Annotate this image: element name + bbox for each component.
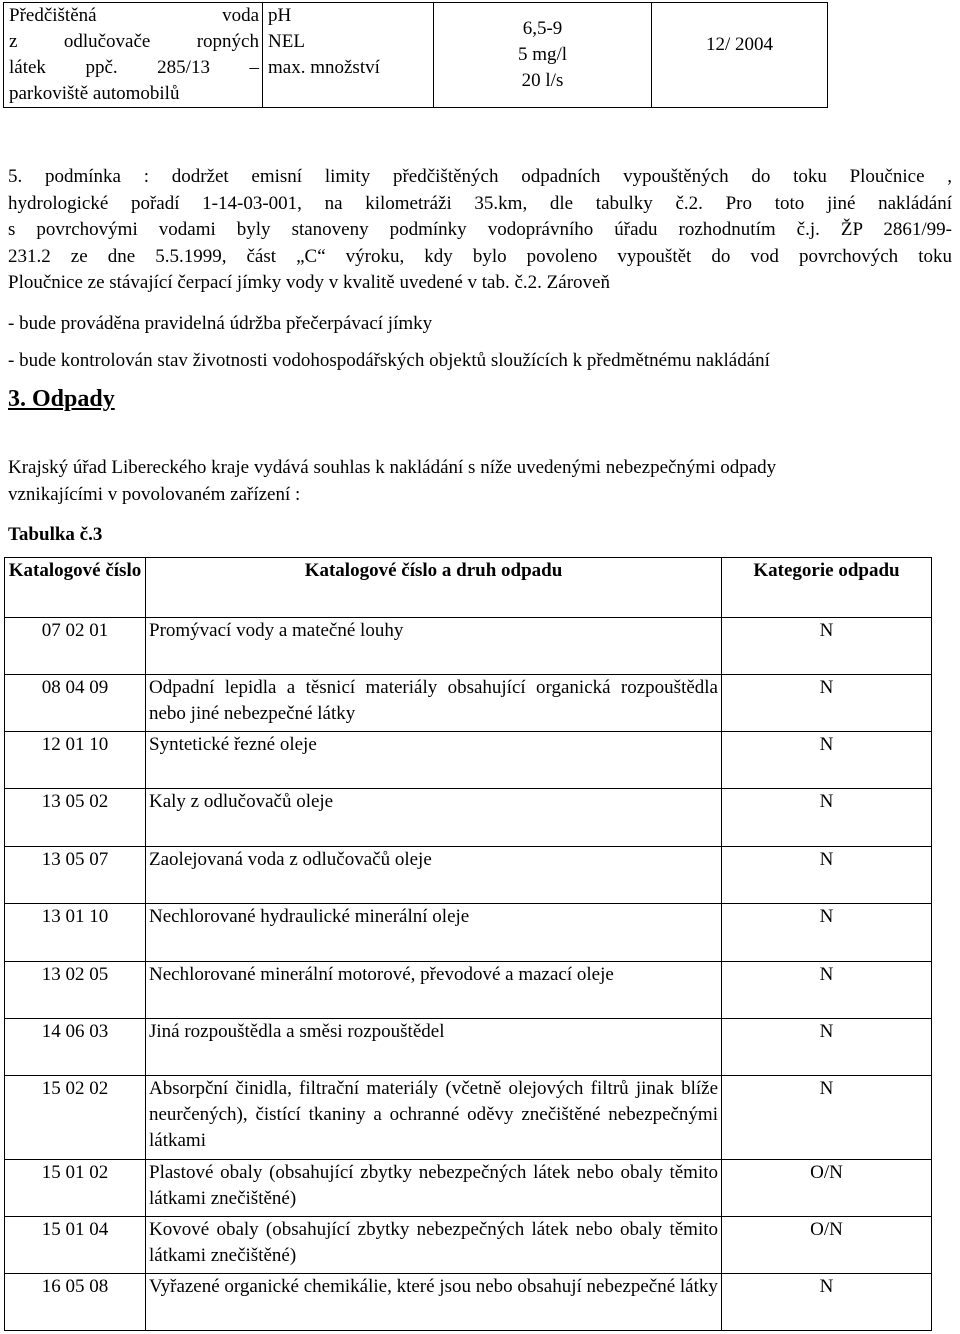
limit-value: 5 mg/l [517,44,568,65]
waste-category: N [722,904,932,962]
discharge-limits-row [4,3,828,108]
source-line: parkoviště automobilů [9,83,180,104]
source-line: látek ppč. 285/13 – [9,57,259,78]
table-header-row [5,558,932,618]
limit-value: 6,5-9 [522,18,563,39]
table-row [5,1217,932,1274]
waste-category: N [722,847,932,904]
source-line: z odlučovače ropných [9,31,259,52]
waste-category: N [722,1274,932,1331]
table-row [5,962,932,1019]
header-category: Kategorie odpadu [722,558,932,618]
waste-category: O/N [722,1217,932,1274]
waste-code: 13 02 05 [5,962,146,1019]
source-description-cell [4,3,263,108]
waste-category: N [722,962,932,1019]
waste-code: 08 04 09 [5,675,146,732]
waste-code: 16 05 08 [5,1274,146,1331]
waste-category: N [722,789,932,847]
waste-category: O/N [722,1160,932,1217]
waste-code: 07 02 01 [5,618,146,675]
waste-category: N [722,1019,932,1076]
table-row [5,732,932,789]
bullet-maintenance: - bude prováděna pravidelná údržba přečerpávací jímky [8,313,433,334]
table-row [5,1076,932,1160]
waste-name: Kovové obaly (obsahující zbytky nebezpečných látek nebo obaly těmito látkami znečištěné) [146,1217,722,1274]
paragraph-line: Krajský úřad Libereckého kraje vydává souhlas k nakládání s níže uvedenými nebezpečnými odpady [8,457,777,478]
waste-category: N [722,732,932,789]
waste-name: Promývací vody a matečné louhy [146,618,722,675]
waste-category: N [722,675,932,732]
waste-name: Plastové obaly (obsahující zbytky nebezpečných látek nebo obaly těmito látkami znečištěné) [146,1160,722,1217]
paragraph-line: Ploučnice ze stávající čerpací jímky vody v kvalitě uvedené v tab. č.2. Zároveň [8,272,610,293]
waste-code: 15 01 02 [5,1160,146,1217]
table-row [5,1019,932,1076]
waste-code: 12 01 10 [5,732,146,789]
table-row [5,618,932,675]
table-row [5,904,932,962]
parameter-label: NEL [268,31,305,52]
limit-value: 20 l/s [521,70,564,91]
paragraph-line: 231.2 ze dne 5.5.1999, část „C“ výroku, kdy bylo povoleno vypouštět do vod povrchových toku [8,245,952,267]
section-heading: 3. Odpady [8,386,115,412]
paragraph-line: vznikajícími v povolovaném zařízení : [8,483,301,505]
waste-name: Syntetické řezné oleje [146,732,722,789]
condition-5-paragraph [8,164,952,297]
waste-name: Kaly z odlučovačů oleje [146,789,722,847]
waste-table [4,557,932,1331]
waste-name: Nechlorované minerální motorové, převodové a mazací oleje [146,962,722,1019]
source-line: Předčištěná voda [9,5,259,26]
waste-code: 13 05 07 [5,847,146,904]
waste-code: 14 06 03 [5,1019,146,1076]
waste-code: 13 01 10 [5,904,146,962]
waste-name: Jiná rozpouštědla a směsi rozpouštědel [146,1019,722,1076]
header-catalog-number: Katalogové číslo [5,558,146,618]
waste-name: Zaolejovaná voda z odlučovačů oleje [146,847,722,904]
waste-code: 13 05 02 [5,789,146,847]
paragraph-line [8,164,952,191]
table-row [5,789,932,847]
waste-code: 15 02 02 [5,1076,146,1160]
waste-name: Vyřazené organické chemikálie, které jsou nebo obsahují nebezpečné látky [146,1274,722,1331]
waste-name: Absorpční činidla, filtrační materiály (včetně olejových filtrů jinak blíže neurčených), čistící tkaniny a ochranné oděvy znečištěné nebezpečnými látkami [146,1076,722,1160]
table-row [5,847,932,904]
table-row [5,1274,932,1331]
date-value: 12/ 2004 [705,34,774,55]
waste-intro-paragraph [8,455,952,508]
condition-5-text: 5. podmínka : dodržet emisní limity předčištěných odpadních vypouštěných do toku Ploučnice , [8,166,952,187]
waste-category: N [722,1076,932,1160]
waste-category: N [722,618,932,675]
table-caption: Tabulka č.3 [8,524,103,545]
table-row [5,1160,932,1217]
waste-code: 15 01 04 [5,1217,146,1274]
paragraph-line: hydrologické pořadí 1-14-03-001, na kilometráži 35.km, dle tabulky č.2. Pro toto jiné nakládání [8,192,952,214]
limit-value-cell [434,3,652,108]
table-row [5,675,932,732]
discharge-limits-table [3,2,828,108]
parameter-label: max. množství [268,57,380,78]
parameter-cell [263,3,434,108]
paragraph-line: s povrchovými vodami byly stanoveny podmínky vodoprávního úřadu rozhodnutím č.j. ŽP 2861/99- [8,219,952,240]
waste-name: Odpadní lepidla a těsnicí materiály obsahující organická rozpouštědla nebo jiné nebezpečné látky [146,675,722,732]
waste-name: Nechlorované hydraulické minerální oleje [146,904,722,962]
bullet-inspection: - bude kontrolován stav životnosti vodohospodářských objektů sloužících k předmětnému nakládání [8,350,770,371]
date-cell [652,3,828,108]
parameter-label: pH [268,5,292,26]
header-waste-type: Katalogové číslo a druh odpadu [146,558,722,618]
